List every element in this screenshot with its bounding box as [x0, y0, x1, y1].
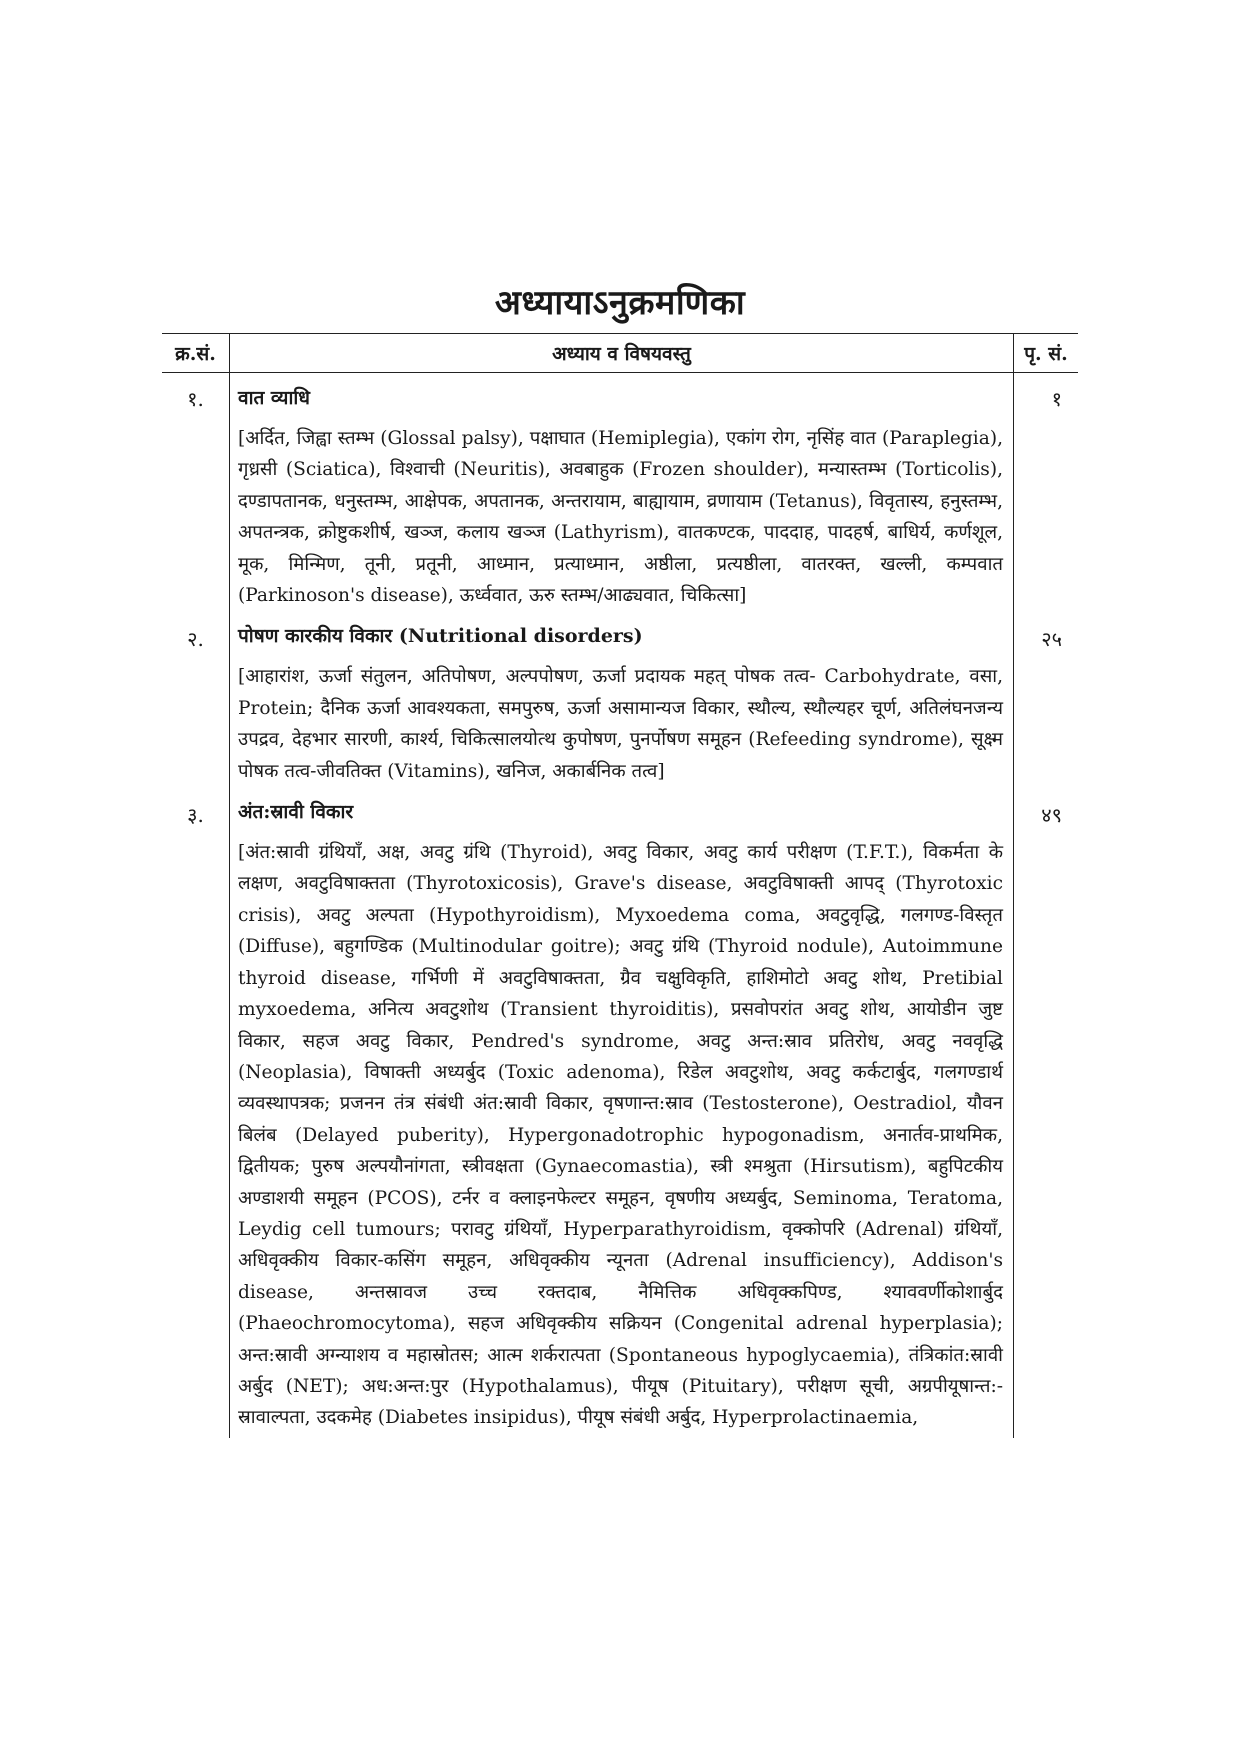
header-chapter-content: अध्याय व विषयवस्तु: [230, 334, 1014, 373]
table-row: [162, 615, 1078, 791]
chapter-number: २.: [162, 615, 230, 791]
chapter-topics: [अर्दित, जिह्वा स्तम्भ (Glossal palsy), पक्षाघात (Hemiplegia), एकांग रोग, नृसिंह वात (Paraplegia), गृध्रसी (Sciatica), विश्वाची (Neuritis), अवबाहुक (Frozen shoulder), मन्यास्तम्भ (Torticolis), दण्डापतानक, धनुस्तम्भ, आक्षेपक, अपतानक, अन्तरायाम, बाह्यायाम, व्रणायाम (Tetanus), विवृतास्य, हनुस्तम्भ, अपतन्त्रक, क्रोष्टुकशीर्ष, खञ्ज, कलाय खञ्ज (Lathyrism), वातकण्टक, पाददाह, पादहर्ष, बाधिर्य, कर्णशूल, मूक, मिन्मिण, तूनी, प्रतूनी, आध्मान, प्रत्याध्मान, अष्ठीला, प्रत्यष्ठीला, वातरक्त, खल्ली, कम्पवात (Parkinoson's disease), ऊर्ध्ववात, ऊरु स्तम्भ/आढ्यवात, चिकित्सा]: [238, 428, 1003, 607]
table-row: [162, 373, 1078, 616]
chapter-title: वात व्याधि: [238, 387, 310, 409]
chapter-number: १.: [162, 373, 230, 616]
chapter-title: अंत:स्रावी विकार: [238, 801, 354, 824]
chapter-number: ३.: [162, 791, 230, 1438]
chapter-cell: [230, 791, 1014, 1438]
chapter-cell: [230, 373, 1014, 616]
chapter-title: पोषण कारकीय विकार (Nutritional disorders): [238, 625, 643, 648]
header-serial-number: क्र.सं.: [162, 334, 230, 373]
table-row: [162, 791, 1078, 1438]
chapter-topics: [अंत:स्रावी ग्रंथियाँ, अक्ष, अवटु ग्रंथि (Thyroid), अवटु विकार, अवटु कार्य परीक्षण (T.F.T.), विकर्मता के लक्षण, अवटुविषाक्तता (Thyrotoxicosis), Grave's disease, अवटुविषाक्ती आपद् (Thyrotoxic crisis), अवटु अल्पता (Hypothyroidism), Myxoedema coma, अवटुवृद्धि, गलगण्ड-विस्तृत (Diffuse), बहुगण्डिक (Multinodular goitre); अवटु ग्रंथि (Thyroid nodule), Autoimmune thyroid disease, गर्भिणी में अवटुविषाक्तता, ग्रैव चक्षुविकृति, हाशिमोटो अवटु शोथ, Pretibial myxoedema, अनित्य अवटुशोथ (Transient thyroiditis), प्रसवोपरांत अवटु शोथ, आयोडीन जुष्ट विकार, सहज अवटु विकार, Pendred's syndrome, अवटु अन्त:स्राव प्रतिरोध, अवटु नववृद्धि (Neoplasia), विषाक्ती अध्यर्बुद (Toxic adenoma), रिडेल अवटुशोथ, अवटु कर्कटार्बुद, गलगण्डार्थ व्यवस्थापत्रक; प्रजनन तंत्र संबंधी अंत:स्रावी विकार, वृषणान्त:स्राव (Testosterone), Oestradiol, यौवन बिलंब (Delayed puberity), Hypergonadotrophic hypogonadism, अनार्तव-प्राथमिक, द्वितीयक; पुरुष अल्पयौनांगता, स्त्रीवक्षता (Gynaecomastia), स्त्री श्मश्रुता (Hirsutism), बहुपिटकीय अण्डाशयी समूहन (PCOS), टर्नर व क्लाइनफेल्टर समूहन, वृषणीय अध्यर्बुद, Seminoma, Teratoma, Leydig cell tumours; परावटु ग्रंथियाँ, Hyperparathyroidism, वृक्कोपरि (Adrenal) ग्रंथियाँ, अधिवृक्कीय विकार-कसिंग समूहन, अधिवृक्कीय न्यूनता (Adrenal insufficiency), Addison's disease, अन्तस्रावज उच्च रक्तदाब, नैमित्तिक अधिवृक्कपिण्ड, श्याववर्णीकोशार्बुद (Phaeochromocytoma), सहज अधिवृक्कीय सक्रियन (Congenital adrenal hyperplasia); अन्त:स्रावी अग्न्याशय व महास्रोतस; आत्म शर्करात्पता (Spontaneous hypoglycaemia), तंत्रिकांत:स्रावी अर्बुद (NET); अध:अन्त:पुर (Hypothalamus), पीयूष (Pituitary), परीक्षण सूची, अग्रपीयूषान्त:- स्रावाल्पता, उदकमेह (Diabetes insipidus), पीयूष संबंधी अर्बुद, Hyperprolactinaemia,: [238, 842, 1003, 1429]
chapter-page: २५: [1041, 627, 1062, 652]
chapter-topics: [आहारांश, ऊर्जा संतुलन, अतिपोषण, अल्पपोषण, ऊर्जा प्रदायक महत् पोषक तत्व- Carbohydrate, वसा, Protein; दैनिक ऊर्जा आवश्यकता, समपुरुष, ऊर्जा असामान्यज विकार, स्थौल्य, स्थौल्यहर चूर्ण, अतिलंघनजन्य उपद्रव, देहभार सारणी, कार्श्य, चिकित्सालयोत्थ कुपोषण, पुनर्पोषण समूहन (Refeeding syndrome), सूक्ष्म पोषक तत्व-जीवतिक्त (Vitamins), खनिज, अकार्बनिक तत्व]: [238, 666, 1003, 782]
chapter-page: ४९: [1041, 803, 1062, 828]
page-title: अध्यायाऽनुक्रमणिका: [494, 283, 746, 323]
table-header-row: [162, 334, 1078, 373]
chapter-cell: [230, 615, 1014, 791]
contents-table: [162, 333, 1078, 1438]
chapter-page: १: [1051, 387, 1062, 411]
header-page-number: पृ. सं.: [1014, 334, 1079, 373]
